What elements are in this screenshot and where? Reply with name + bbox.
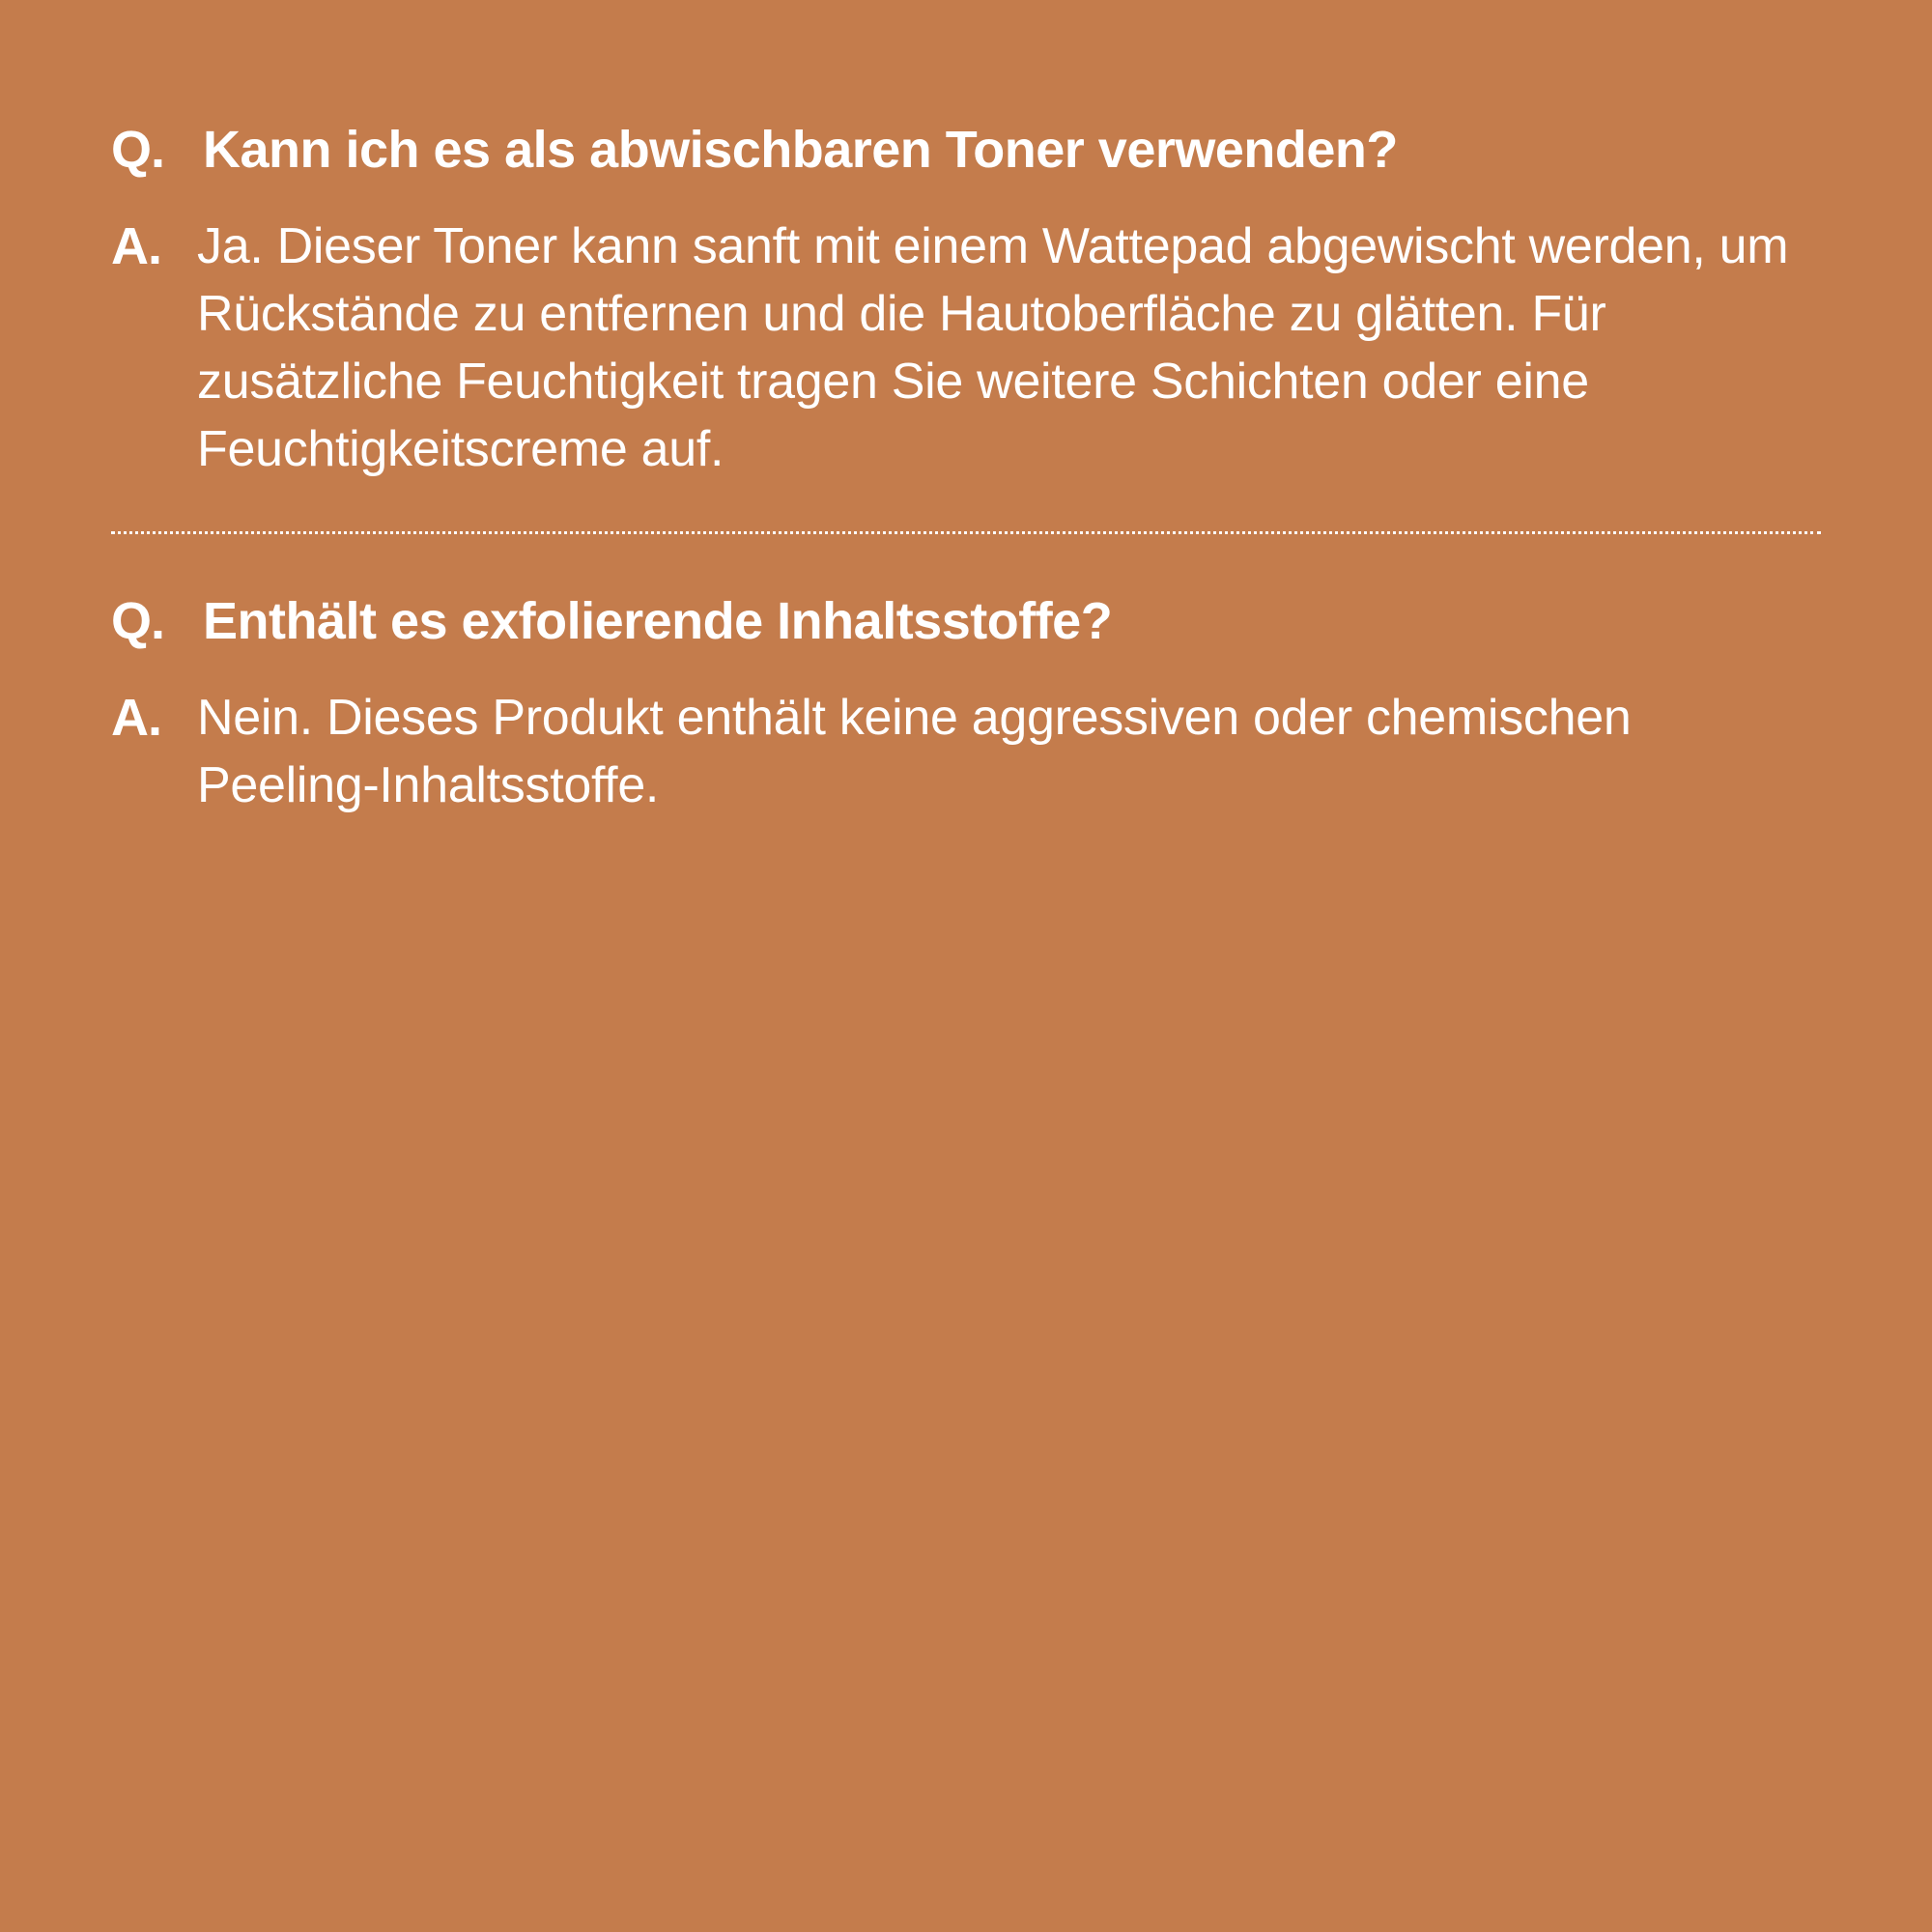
answer-marker: A. [111, 217, 161, 275]
answer-text: Ja. Dieser Toner kann sanft mit einem Wattepad abgewischt werden, um Rückstände zu entfernen und die Hautoberfläche zu glätten. Für zusätzliche Feuchtigkeit tragen Sie weitere Schichten oder eine Feuchtigkeitscreme auf. [197, 218, 1789, 477]
answer-marker: A. [111, 689, 161, 747]
faq-section [111, 116, 1821, 819]
dotted-divider [111, 531, 1821, 534]
faq-item [111, 587, 1821, 819]
question-marker: Q. [111, 121, 165, 179]
answer-row [111, 213, 1821, 483]
faq-item [111, 116, 1821, 483]
answer-row [111, 684, 1821, 819]
question-text: Enthält es exfolierende Inhaltsstoffe? [203, 592, 1113, 650]
question-marker: Q. [111, 592, 165, 650]
question-text: Kann ich es als abwischbaren Toner verwenden? [203, 121, 1398, 179]
answer-text: Nein. Dieses Produkt enthält keine aggressiven oder chemischen Peeling-Inhaltsstoffe. [197, 690, 1632, 813]
question-row [111, 116, 1821, 184]
question-row [111, 587, 1821, 655]
